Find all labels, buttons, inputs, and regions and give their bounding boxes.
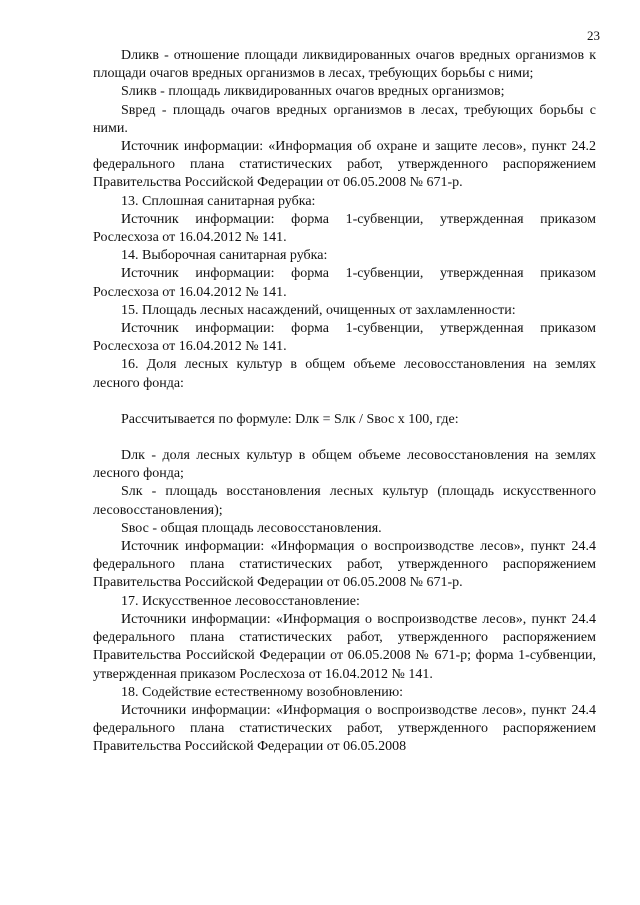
definition-s-lk: Sлк - площадь восстановления лесных культур (площадь искусственного лесовосстановления); (93, 484, 596, 518)
formula-line: Рассчитывается по формуле: Dлк = Sлк / Sвос х 100, где: (121, 411, 459, 427)
item-15-heading: 15. Площадь лесных насаждений, очищенных от захламленности: (121, 302, 516, 318)
source-note: Источник информации: «Информация о воспроизводстве лесов», пункт 24.4 федерального плана статистических работ, утвержденного распоряжением Правительства Российской Федерации от 06.05.2008 № 671-р. (93, 539, 596, 591)
item-16-heading: 16. Доля лесных культур в общем объеме лесовосстановления на землях лесного фонда: (93, 357, 596, 391)
item-18-heading: 18. Содействие естественному возобновлению: (121, 684, 404, 700)
definition-d-likv: Dликв - отношение площади ликвидированных очагов вредных организмов к площади очагов вредных организмов в лесах, требующих борьбы с ними; (93, 48, 596, 82)
source-note: Источники информации: «Информация о воспроизводстве лесов», пункт 24.4 федерального плана статистических работ, утвержденного распоряжением Правительства Российской Федерации от 06.05.2008 (93, 702, 596, 755)
source-note: Источник информации: форма 1-субвенции, утвержденная приказом Рослесхоза от 16.04.2012 № 141. (93, 211, 596, 246)
definition-d-lk: Dлк - доля лесных культур в общем объеме лесовосстановления на землях лесного фонда; (93, 448, 596, 482)
definition-s-vos: Sвос - общая площадь лесовосстановления. (121, 520, 382, 536)
document-body (93, 47, 596, 757)
source-note: Источник информации: форма 1-субвенции, утвержденная приказом Рослесхоза от 16.04.2012 № 141. (93, 321, 596, 355)
page-number: 23 (587, 28, 600, 43)
item-13-heading: 13. Сплошная санитарная рубка: (121, 193, 316, 209)
source-note: Источники информации: «Информация о воспроизводстве лесов», пункт 24.4 федерального плана статистических работ, утвержденного распоряжением Правительства Российской Федерации от 06.05.2008 № 671-р; форма 1-субвенции, утвержденная приказом Рослесхоза от 16.04.2012 № 141. (93, 611, 596, 682)
item-17-heading: 17. Искусственное лесовосстановление: (121, 593, 360, 609)
source-note: Источник информации: форма 1-субвенции, утвержденная приказом Рослесхоза от 16.04.2012 № 141. (93, 266, 596, 300)
definition-s-vred: Sвред - площадь очагов вредных организмов в лесах, требующих борьбы с ними. (93, 102, 596, 136)
source-note: Источник информации: «Информация об охране и защите лесов», пункт 24.2 федерального плана статистических работ, утвержденного распоряжением Правительства Российской Федерации от 06.05.2008 № 671-р. (93, 139, 596, 191)
item-14-heading: 14. Выборочная санитарная рубка: (121, 248, 328, 264)
definition-s-likv: Sликв - площадь ликвидированных очагов вредных организмов; (121, 84, 505, 100)
